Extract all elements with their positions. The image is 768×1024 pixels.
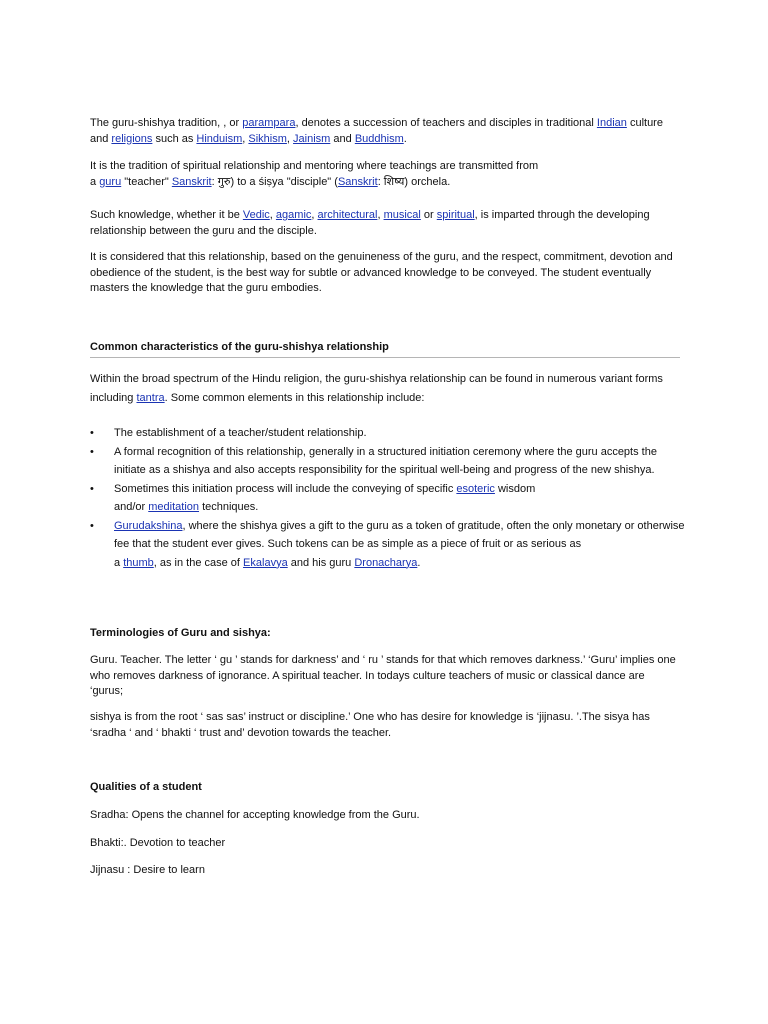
link-thumb[interactable]: thumb: [123, 556, 154, 569]
link-vedic[interactable]: Vedic: [242, 209, 270, 221]
link-tantra[interactable]: tantra: [136, 391, 165, 404]
text: techniques.: [199, 501, 259, 513]
text: Guru. Teacher. The letter ‘ gu ’ stands for darkness’ and ‘ ru ’ stands for that which removes darkness.’ ‘Guru’ implies one who removes darkness of ignorance. A spiritual teacher. In todays culture teachers of music or classical dance are ‘gurus;: [90, 654, 676, 697]
list-item: [90, 480, 690, 517]
link-architectural[interactable]: architectural: [317, 209, 378, 221]
text: wisdom: [494, 482, 536, 495]
text: Jijnasu : Desire to learn: [90, 864, 205, 876]
text: .: [417, 556, 421, 569]
section-heading-terminologies: Terminologies of Guru and sishya:: [90, 627, 271, 639]
text: and his guru: [287, 556, 355, 569]
text: It is the tradition of spiritual relationship and mentoring where teachings are transmitted from: [90, 160, 539, 172]
text: Within the broad spectrum of the Hindu religion, the guru-shishya relationship can be found in numerous variant forms including: [90, 373, 663, 404]
text: such as: [152, 132, 197, 145]
section1-intro: [90, 370, 680, 407]
text: Such knowledge, whether it be: [90, 209, 243, 221]
link-musical[interactable]: musical: [383, 209, 421, 221]
text: . Some common elements in this relationship include:: [164, 391, 425, 404]
link-buddhism[interactable]: Buddhism: [354, 132, 404, 145]
link-agamic[interactable]: agamic: [275, 209, 312, 221]
terminology-sishya: [90, 710, 680, 741]
text: a: [90, 175, 100, 188]
text: Sometimes this initiation process will include the conveying of specific: [114, 482, 457, 495]
text: , denotes a succession of teachers and disciples in traditional: [295, 117, 597, 129]
quality-bhakti: [90, 836, 680, 852]
heading-divider: [90, 357, 680, 358]
text: ,: [286, 132, 294, 145]
link-religions[interactable]: religions: [111, 132, 153, 145]
terminology-guru: [90, 653, 680, 700]
list-item: [90, 517, 690, 573]
intro-paragraph-3: [90, 208, 680, 239]
link-sanskrit-2[interactable]: Sanskrit: [337, 175, 378, 188]
text: a: [114, 556, 124, 569]
characteristics-list: [90, 424, 690, 572]
text: It is considered that this relationship, based on the genuineness of the guru, and the respect, commitment, devotion and obedience of the student, is the best way for subtle or advanced knowledge to be conveyed. The student eventually masters the knowledge that the guru embodies.: [90, 251, 673, 294]
link-sikhism[interactable]: Sikhism: [248, 132, 287, 145]
quality-jijnasu: [90, 863, 680, 879]
link-guru[interactable]: guru: [99, 175, 122, 188]
intro-paragraph-4: [90, 250, 680, 297]
text: , as in the case of: [153, 556, 244, 569]
list-item: [90, 424, 690, 443]
text: ,: [311, 209, 318, 221]
text: ,: [269, 209, 276, 221]
text: "teacher": [121, 175, 172, 188]
text: ,: [242, 132, 249, 145]
text: The establishment of a teacher/student relationship.: [114, 427, 367, 439]
intro-paragraph-2: [90, 159, 680, 190]
list-item: [90, 443, 690, 480]
text: culture and: [90, 117, 663, 145]
text: The guru-shishya tradition, , or: [90, 117, 243, 129]
section-heading-characteristics: Common characteristics of the guru-shishya relationship: [90, 341, 389, 353]
link-hinduism[interactable]: Hinduism: [196, 132, 243, 145]
text: and: [330, 132, 355, 145]
text: : गुरु) to a śiṣya "disciple" (: [211, 175, 338, 188]
bullet-icon: •: [90, 427, 94, 439]
link-esoteric[interactable]: esoteric: [456, 482, 495, 495]
link-gurudakshina[interactable]: Gurudakshina: [114, 519, 183, 532]
link-dronacharya[interactable]: Dronacharya: [354, 556, 418, 569]
link-parampara[interactable]: parampara: [242, 117, 296, 129]
quality-sradha: [90, 808, 680, 824]
text: : शिष्य) orchela.: [377, 175, 451, 188]
text: A formal recognition of this relationship, generally in a structured initiation ceremony where the guru accepts the initiate as a shishya and also accepts responsibility for the spiritual well-being and progress of the new shishya.: [114, 445, 657, 476]
text: .: [403, 132, 407, 145]
link-ekalavya[interactable]: Ekalavya: [243, 556, 288, 569]
text: , where the shishya gives a gift to the guru as a token of gratitude, often the only monetary or otherwise fee that the student ever gives. Such tokens can be as simple as a piece of fruit or as serious as: [114, 519, 685, 550]
link-jainism[interactable]: Jainism: [293, 132, 331, 145]
text: Bhakti:. Devotion to teacher: [90, 837, 226, 849]
section-heading-qualities: Qualities of a student: [90, 781, 202, 793]
text: Sradha: Opens the channel for accepting knowledge from the Guru.: [90, 809, 420, 821]
bullet-icon: •: [90, 482, 94, 495]
text: sishya is from the root ‘ sas sas’ instruct or discipline.’ One who has desire for knowledge is ‘jijnasu. ’.The sisya has ‘sradha ‘ and ‘ bhakti ‘ trust and’ devotion towards the teacher.: [90, 711, 650, 739]
text: and/or: [114, 501, 149, 513]
bullet-icon: •: [90, 519, 94, 532]
text: ,: [377, 209, 384, 221]
link-sanskrit[interactable]: Sanskrit: [171, 175, 212, 188]
text: , is imparted through the developing relationship between the guru and the disciple.: [90, 209, 650, 237]
link-spiritual[interactable]: spiritual: [436, 209, 475, 221]
bullet-icon: •: [90, 445, 94, 458]
link-meditation[interactable]: meditation: [148, 501, 200, 513]
link-indian[interactable]: Indian: [596, 117, 627, 129]
text: or: [420, 209, 437, 221]
intro-paragraph-1: [90, 116, 680, 147]
